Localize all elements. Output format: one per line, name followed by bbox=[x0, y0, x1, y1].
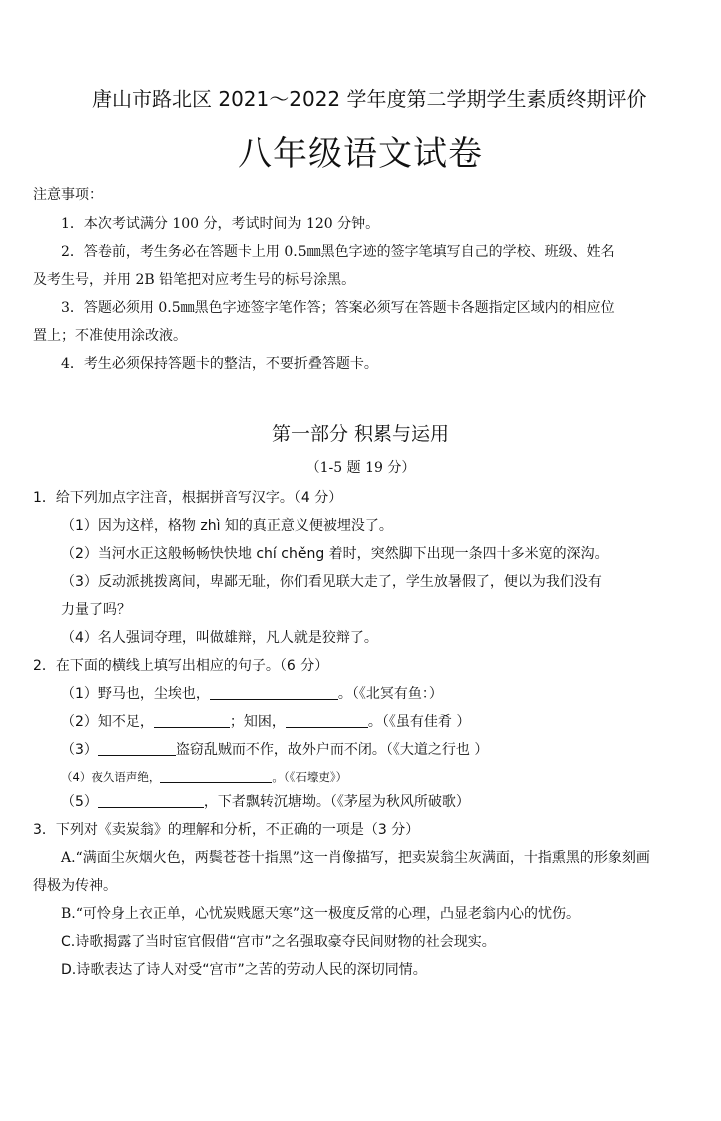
option-a-cont: 得极为传神。 bbox=[33, 878, 117, 894]
option-c: C.诗歌揭露了当时宦官假借“宫市”之名强取豪夺民间财物的社会现实。 bbox=[61, 934, 496, 950]
fill-text: （1）野马也，尘埃也， bbox=[61, 686, 210, 702]
fill-text: 。（《石壕吏》） bbox=[272, 770, 348, 784]
fill-text: 。（《北冥有鱼：） bbox=[337, 686, 443, 702]
answer-blank[interactable] bbox=[154, 713, 230, 728]
notice-item: 及考生号，并用 2B 铅笔把对应考生号的标号涂黑。 bbox=[33, 272, 356, 288]
notice-item: 1．本次考试满分 100 分，考试时间为 120 分钟。 bbox=[61, 216, 380, 232]
fill-text: ；知困， bbox=[229, 714, 286, 730]
part-title: 第一部分 积累与运用 bbox=[271, 423, 450, 445]
fill-text: （2）知不足， bbox=[61, 714, 154, 730]
option-a: A.“满面尘灰烟火色，两鬓苍苍十指黑”这一肖像描写，把卖炭翁尘灰满面，十指熏黑的形象刻画 bbox=[61, 850, 650, 866]
notice-heading: 注意事项： bbox=[33, 187, 103, 203]
answer-blank[interactable] bbox=[98, 793, 204, 808]
notice-item: 置上；不准使用涂改液。 bbox=[33, 328, 187, 344]
exam-header-title: 唐山市路北区 2021～2022 学年度第二学期学生素质终期评价 bbox=[92, 87, 647, 111]
fill-line-1 bbox=[61, 685, 443, 703]
answer-blank[interactable] bbox=[286, 713, 368, 728]
fill-text: （3） bbox=[61, 742, 98, 758]
question-stem: 3．下列对《卖炭翁》的理解和分析，不正确的一项是（3 分） bbox=[33, 822, 420, 838]
fill-text: （5） bbox=[61, 794, 98, 810]
option-b: B.“可怜身上衣正单，心忧炭贱愿天寒”这一极度反常的心理，凸显老翁内心的忧伤。 bbox=[61, 906, 581, 922]
fill-text: ，下者飘转沉塘坳。（《茅屋为秋风所破歌） bbox=[203, 794, 470, 810]
part-subtitle: （1-5 题 19 分） bbox=[305, 460, 416, 476]
answer-blank[interactable] bbox=[210, 685, 338, 700]
question-stem: 2．在下面的横线上填写出相应的句子。（6 分） bbox=[33, 658, 329, 674]
fill-text: 。（《虽有佳肴 ） bbox=[367, 714, 471, 730]
notice-item: 4．考生必须保持答题卡的整洁，不要折叠答题卡。 bbox=[61, 356, 378, 372]
question-item: （2）当河水正这般畅畅快快地 chí chěng 着时，突然脚下出现一条四十多米宽的深沟。 bbox=[61, 546, 609, 562]
fill-line-2 bbox=[61, 713, 470, 731]
fill-line-3 bbox=[61, 741, 488, 759]
notice-item: 2．答卷前，考生务必在答题卡上用 0.5㎜黑色字迹的签字笔填写自己的学校、班级、姓名 bbox=[61, 244, 615, 260]
option-d: D.诗歌表达了诗人对受“宫市”之苦的劳动人民的深切同情。 bbox=[61, 962, 427, 978]
answer-blank[interactable] bbox=[98, 741, 176, 756]
question-item: （3）反动派挑拨离间，卑鄙无耻，你们看见联大走了，学生放暑假了，便以为我们没有 bbox=[61, 574, 602, 590]
question-item: （1）因为这样，格物 zhì 知的真正意义便被埋没了。 bbox=[61, 518, 393, 534]
exam-title: 八年级语文试卷 bbox=[238, 134, 483, 174]
question-stem: 1．给下列加点字注音，根据拼音写汉字。（4 分） bbox=[33, 490, 343, 506]
fill-text: 盗窃乱贼而不作，故外户而不闭。（《大道之行也 ） bbox=[175, 742, 489, 758]
notice-item: 3．答题必须用 0.5㎜黑色字迹签字笔作答；答案必须写在答题卡各题指定区域内的相应位 bbox=[61, 300, 615, 316]
fill-text: （4）夜久语声绝， bbox=[61, 770, 161, 784]
answer-blank[interactable] bbox=[160, 770, 272, 783]
fill-line-4 bbox=[61, 768, 347, 786]
question-item: （4）名人强词夺理，叫做雄辩，凡人就是狡辩了。 bbox=[61, 630, 378, 646]
question-item: 力量了吗？ bbox=[61, 602, 131, 618]
fill-line-5 bbox=[61, 793, 470, 811]
